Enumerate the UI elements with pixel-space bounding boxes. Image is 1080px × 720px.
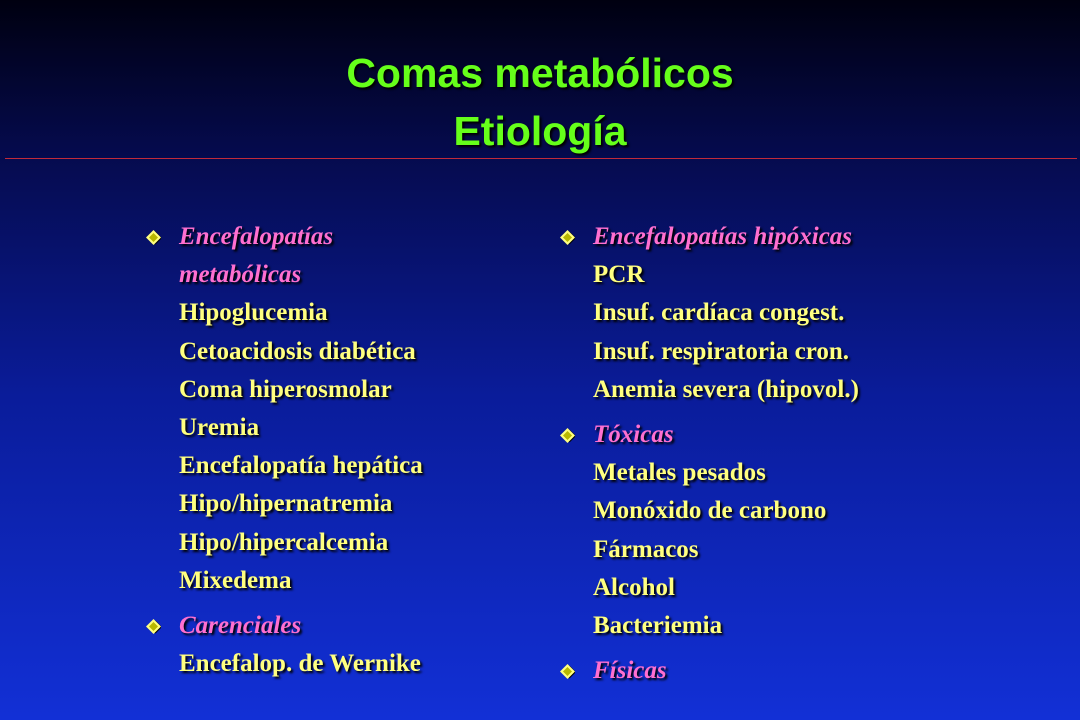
right-column: [560, 218, 859, 697]
slide-title-line-2: Etiología: [453, 108, 627, 154]
diamond-bullet-icon: [560, 230, 575, 245]
diamond-bullet-icon: [560, 664, 575, 679]
group-heading: Encefalopatías: [179, 223, 334, 250]
bullet-group-hypoxic: [560, 218, 859, 409]
diamond-bullet-icon: [146, 619, 161, 634]
list-item: Encefalop. de Wernike: [179, 650, 421, 678]
title-divider: [5, 158, 1077, 159]
list-item: Bacteriemia: [593, 612, 723, 640]
list-item: Mixedema: [179, 566, 292, 594]
group-heading: Físicas: [593, 657, 667, 685]
list-item: Metales pesados: [593, 459, 766, 487]
bullet-group-toxic: [560, 416, 859, 645]
list-item: Hipoglucemia: [179, 299, 328, 327]
list-item: Anemia severa (hipovol.): [593, 375, 859, 403]
list-item: Insuf. cardíaca congest.: [593, 299, 845, 327]
list-item: Coma hiperosmolar: [179, 375, 392, 403]
list-item: Fármacos: [593, 535, 699, 563]
group-heading: metabólicas: [179, 261, 302, 289]
bullet-group-deficiency: [146, 607, 423, 683]
list-item: Monóxido de carbono: [593, 497, 827, 525]
list-item: Cetoacidosis diabética: [179, 337, 416, 365]
bullet-group-metabolic: [146, 218, 423, 600]
list-item: PCR: [593, 261, 645, 289]
list-item: Uremia: [179, 414, 260, 442]
list-item: Insuf. respiratoria cron.: [593, 337, 850, 365]
bullet-group-physical: [560, 652, 859, 690]
list-item: Hipo/hipercalcemia: [179, 528, 389, 556]
group-heading: Carenciales: [179, 612, 302, 640]
diamond-bullet-icon: [560, 428, 575, 443]
list-item: Hipo/hipernatremia: [179, 490, 393, 518]
diamond-bullet-icon: [146, 230, 161, 245]
group-heading: Tóxicas: [593, 421, 674, 449]
list-item: Encefalopatía hepática: [179, 452, 423, 480]
left-column: [146, 218, 423, 690]
list-item: Alcohol: [593, 573, 675, 601]
slide-title-line-1: Comas metabólicos: [346, 50, 734, 96]
group-heading: Encefalopatías hipóxicas: [593, 223, 853, 250]
